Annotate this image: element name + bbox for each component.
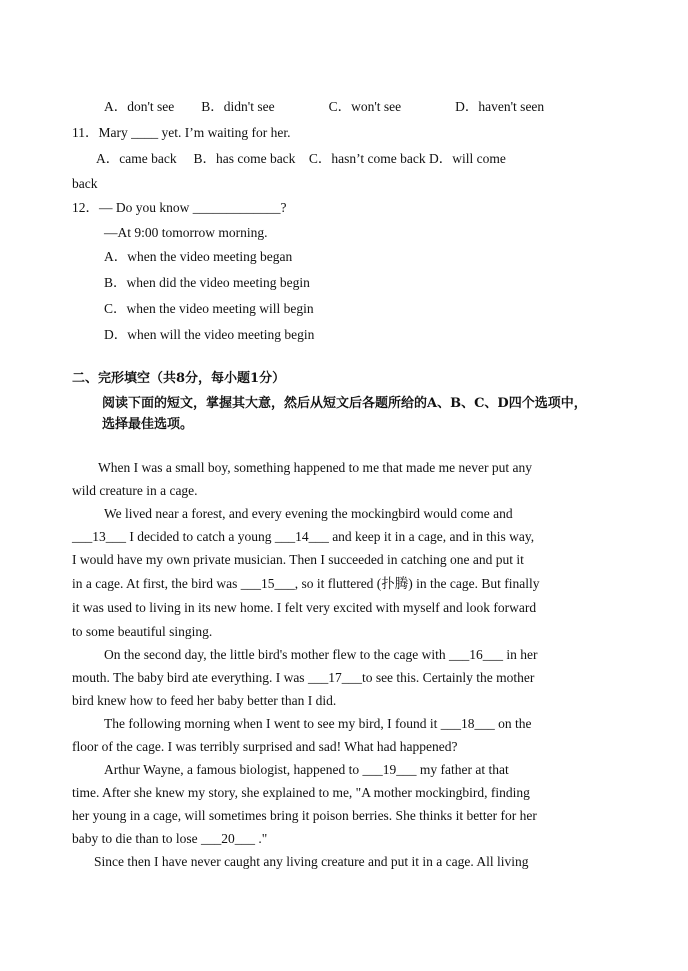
q12-option-a: A．when the video meeting began — [104, 249, 293, 264]
passage-line: to some beautiful singing. — [72, 624, 213, 639]
q10-options: A．don't see B．didn't see C．won't see D．haven't seen — [104, 99, 545, 114]
passage-line: floor of the cage. I was terribly surprised and sad! What had happened? — [72, 739, 458, 754]
passage-line: When I was a small boy, something happened to me that made me never put any — [98, 460, 532, 475]
passage-line: time. After she knew my story, she explained to me, "A mother mockingbird, finding — [72, 785, 530, 800]
section-title: 二、完形填空（共8分，每小题1分） — [72, 371, 286, 386]
passage-line: wild creature in a cage. — [72, 483, 198, 498]
passage-line: Since then I have never caught any living creature and put it in a cage. All living — [94, 854, 529, 869]
passage-line: The following morning when I went to see my bird, I found it ___18___ on the — [104, 716, 532, 731]
q11-stem: 11．Mary ____ yet. I’m waiting for her. — [72, 125, 291, 140]
passage-line: baby to die than to lose ___20___ ." — [72, 831, 268, 846]
passage-line: I would have my own private musician. Then I succeeded in catching one and put it — [72, 552, 524, 567]
passage-line: in a cage. At first, the bird was ___15___, so it fluttered (扑腾) in the cage. But finally — [72, 576, 540, 591]
passage-line: On the second day, the little bird's mother flew to the cage with ___16___ in her — [104, 647, 538, 662]
passage-line: Arthur Wayne, a famous biologist, happened to ___19___ my father at that — [104, 762, 509, 777]
section-instruction-line2: 选择最佳选项。 — [102, 417, 194, 432]
passage-line: bird knew how to feed her baby better than I did. — [72, 693, 337, 708]
passage-line: her young in a cage, will sometimes bring it poison berries. She thinks it better for her — [72, 808, 537, 823]
q12-stem: 12．— Do you know _____________? — [72, 200, 287, 215]
q12-answer-line: —At 9:00 tomorrow morning. — [104, 225, 268, 240]
passage-line: it was used to living in its new home. I felt very excited with myself and look forward — [72, 600, 537, 615]
q12-option-d: D．when will the video meeting begin — [104, 327, 315, 342]
q11-options-wrap: back — [72, 176, 98, 191]
passage-line: We lived near a forest, and every evening the mockingbird would come and — [104, 506, 513, 521]
passage-line: mouth. The baby bird ate everything. I was ___17___to see this. Certainly the mother — [72, 670, 535, 685]
q12-option-c: C．when the video meeting will begin — [104, 301, 314, 316]
q11-options: A．came back B．has come back C．hasn’t come back D．will come — [96, 151, 506, 166]
passage-line: ___13___ I decided to catch a young ___14___ and keep it in a cage, and in this way, — [72, 529, 535, 544]
q12-option-b: B．when did the video meeting begin — [104, 275, 310, 290]
section-instruction-line1: 阅读下面的短文，掌握其大意，然后从短文后各题所给的A、B、C、D四个选项中， — [102, 396, 587, 411]
